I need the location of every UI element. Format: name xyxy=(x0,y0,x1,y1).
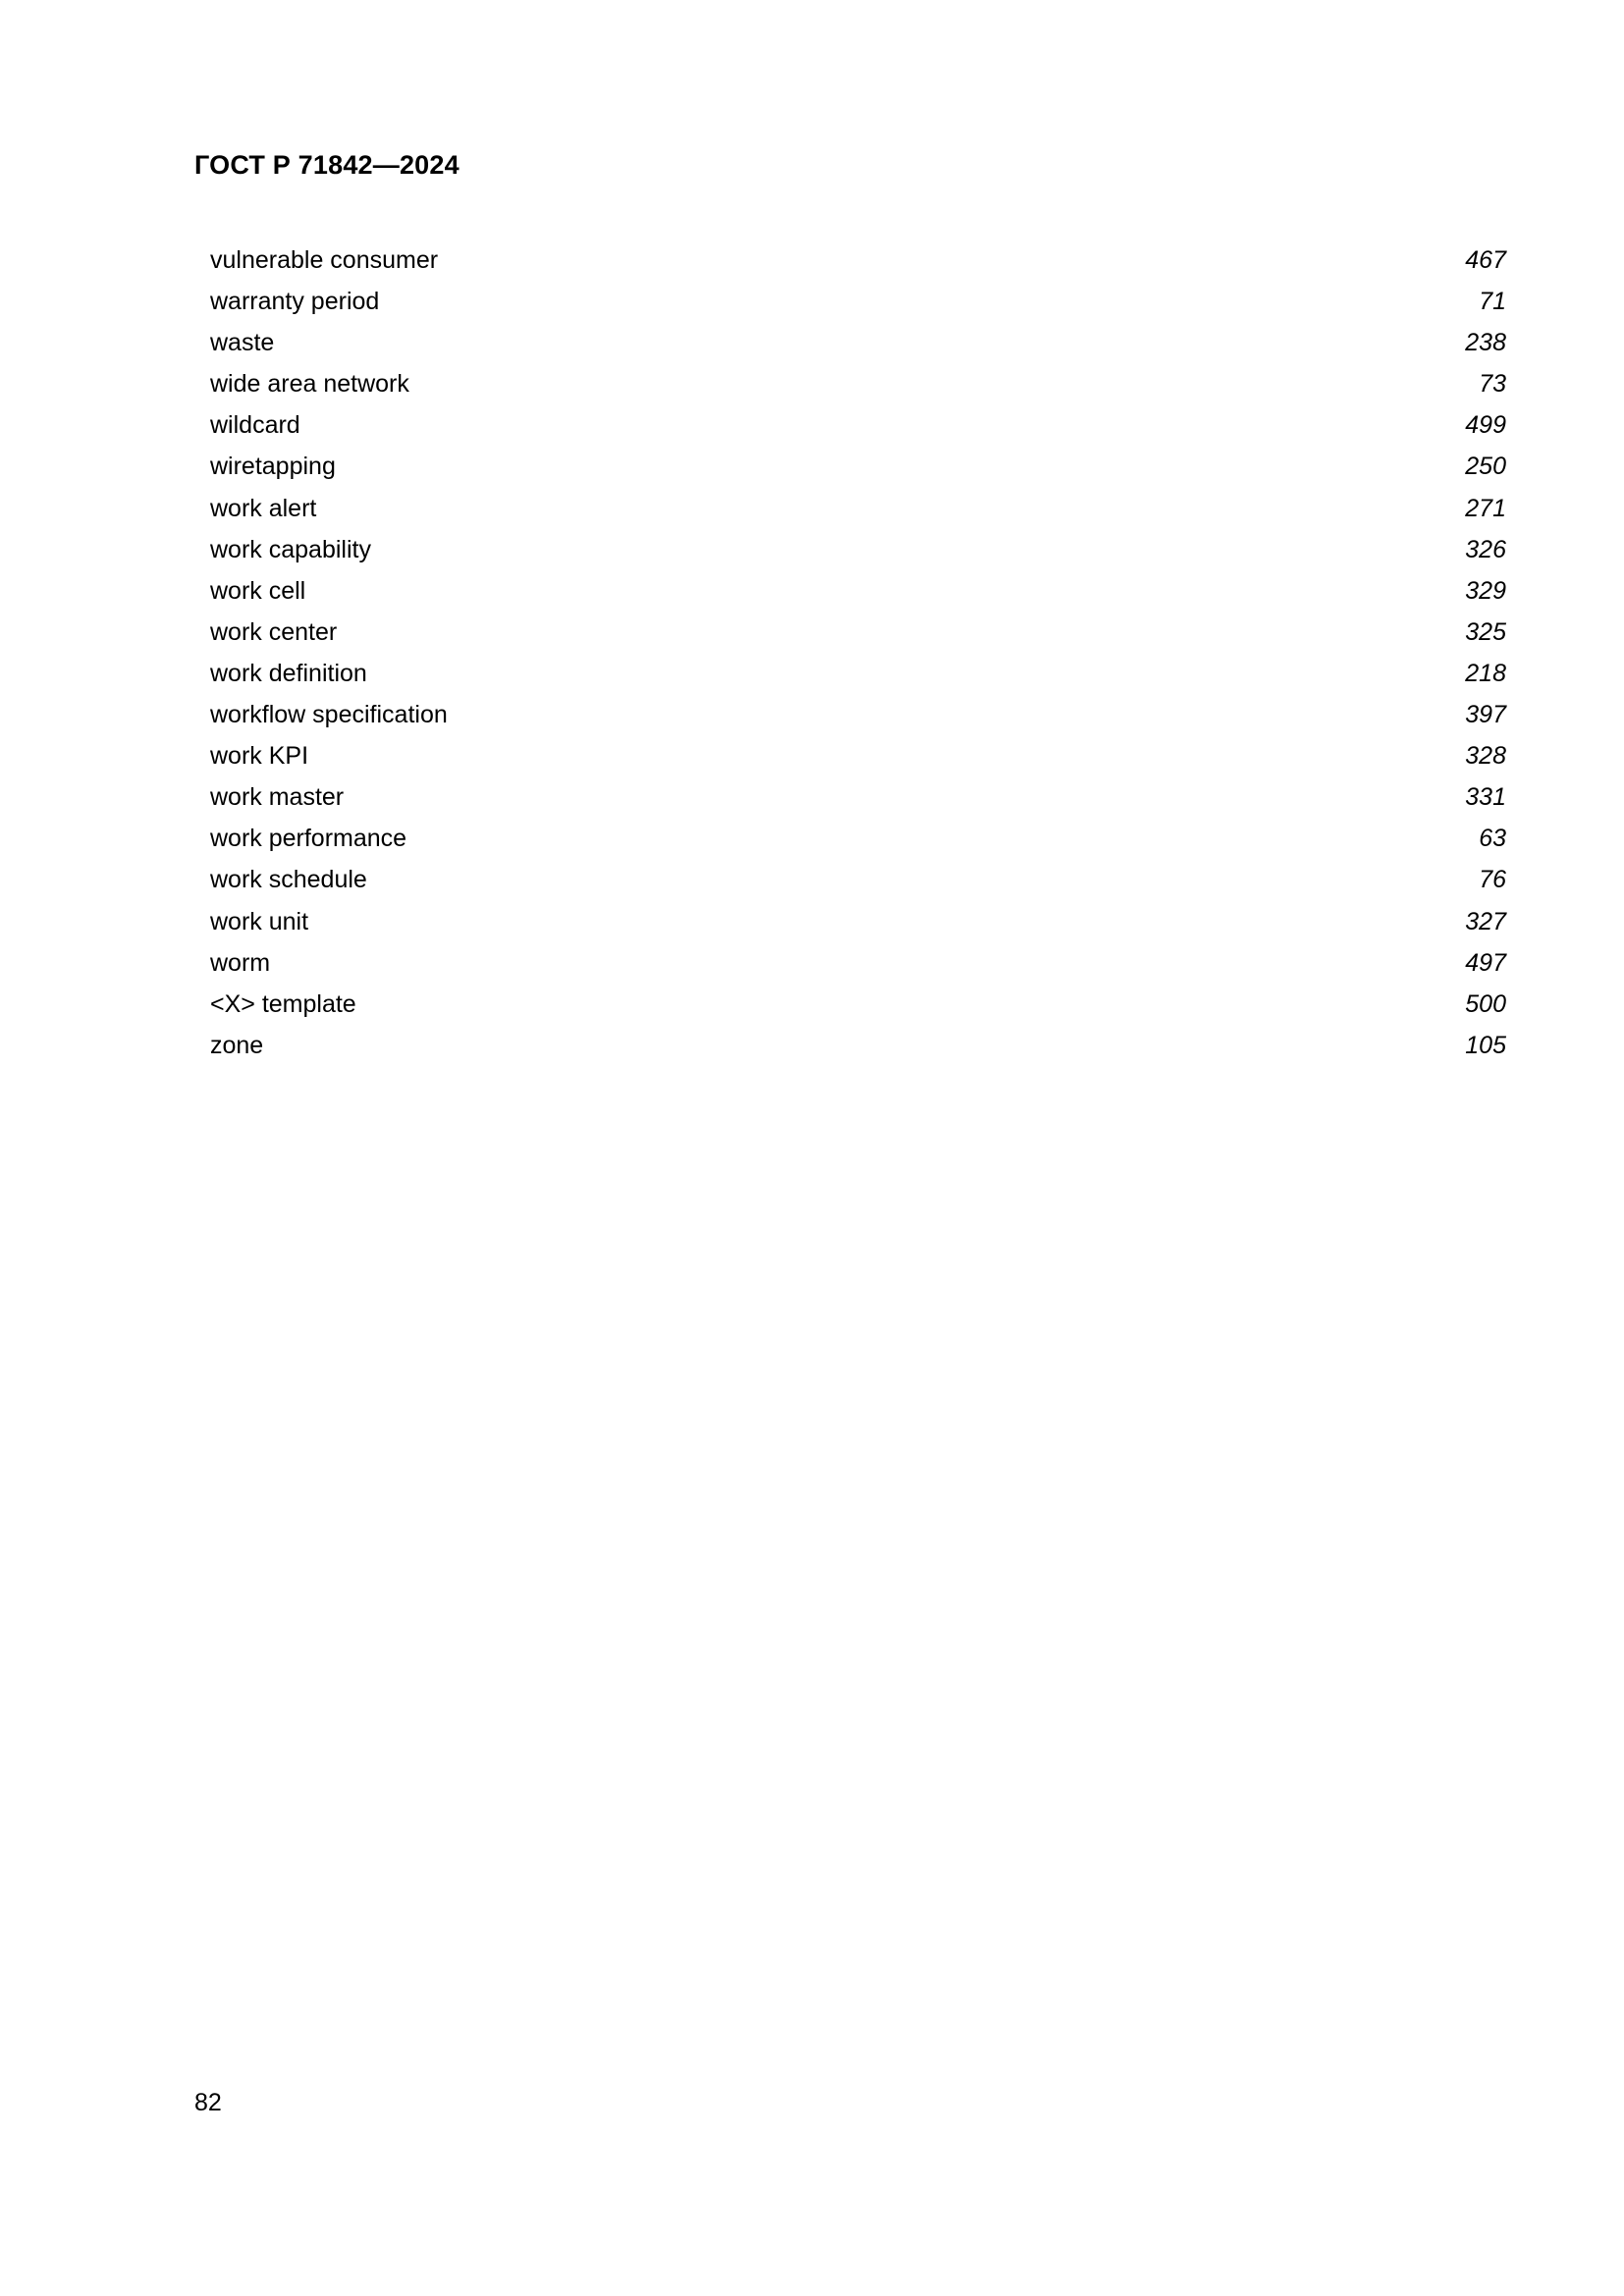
index-entry xyxy=(210,776,1506,818)
index-page-ref: 71 xyxy=(1479,288,1506,316)
index-term: zone xyxy=(210,1031,264,1059)
index-term: wiretapping xyxy=(210,453,336,481)
index-term: work cell xyxy=(210,576,306,605)
index-term: work schedule xyxy=(210,866,367,894)
index-term: warranty period xyxy=(210,288,380,316)
index-entry xyxy=(210,363,1506,404)
index-entry xyxy=(210,281,1506,322)
index-entry xyxy=(210,942,1506,984)
term-index-list xyxy=(210,240,1506,1066)
index-entry xyxy=(210,322,1506,363)
index-term: work master xyxy=(210,783,345,812)
index-entry xyxy=(210,901,1506,942)
index-entry xyxy=(210,859,1506,900)
index-entry xyxy=(210,818,1506,859)
index-page-ref: 325 xyxy=(1465,617,1506,646)
index-term: wildcard xyxy=(210,411,300,440)
index-term: work capability xyxy=(210,535,371,563)
index-page-ref: 328 xyxy=(1465,742,1506,771)
index-page-ref: 238 xyxy=(1465,329,1506,357)
index-term: work center xyxy=(210,617,338,646)
index-page-ref: 76 xyxy=(1479,866,1506,894)
index-entry xyxy=(210,488,1506,529)
index-term: <X> template xyxy=(210,989,356,1018)
index-term: workflow specification xyxy=(210,701,448,729)
index-term: work KPI xyxy=(210,742,309,771)
index-page-ref: 73 xyxy=(1479,370,1506,399)
index-entry xyxy=(210,240,1506,281)
index-term: work alert xyxy=(210,494,317,522)
index-entry xyxy=(210,612,1506,653)
index-entry xyxy=(210,404,1506,446)
index-term: vulnerable consumer xyxy=(210,246,439,274)
index-entry xyxy=(210,529,1506,570)
index-page-ref: 497 xyxy=(1465,948,1506,977)
index-page-ref: 105 xyxy=(1465,1031,1506,1059)
index-entry xyxy=(210,735,1506,776)
index-page-ref: 467 xyxy=(1465,246,1506,274)
index-entry xyxy=(210,694,1506,735)
index-page-ref: 500 xyxy=(1465,989,1506,1018)
index-term: work unit xyxy=(210,907,309,935)
index-term: work performance xyxy=(210,825,407,853)
document-header: ГОСТ Р 71842—2024 xyxy=(194,150,460,180)
index-page-ref: 327 xyxy=(1465,907,1506,935)
index-page-ref: 329 xyxy=(1465,576,1506,605)
index-entry xyxy=(210,570,1506,612)
index-page-ref: 218 xyxy=(1465,659,1506,687)
index-page-ref: 326 xyxy=(1465,535,1506,563)
index-page-ref: 397 xyxy=(1465,701,1506,729)
index-page-ref: 499 xyxy=(1465,411,1506,440)
page-number: 82 xyxy=(194,2089,222,2116)
index-page-ref: 63 xyxy=(1479,825,1506,853)
index-page-ref: 331 xyxy=(1465,783,1506,812)
index-entry xyxy=(210,446,1506,487)
index-entry xyxy=(210,984,1506,1025)
index-entry xyxy=(210,653,1506,694)
index-entry xyxy=(210,1025,1506,1066)
index-page-ref: 250 xyxy=(1465,453,1506,481)
index-page-ref: 271 xyxy=(1465,494,1506,522)
index-term: work definition xyxy=(210,659,367,687)
index-term: waste xyxy=(210,329,275,357)
index-term: wide area network xyxy=(210,370,409,399)
index-term: worm xyxy=(210,948,271,977)
